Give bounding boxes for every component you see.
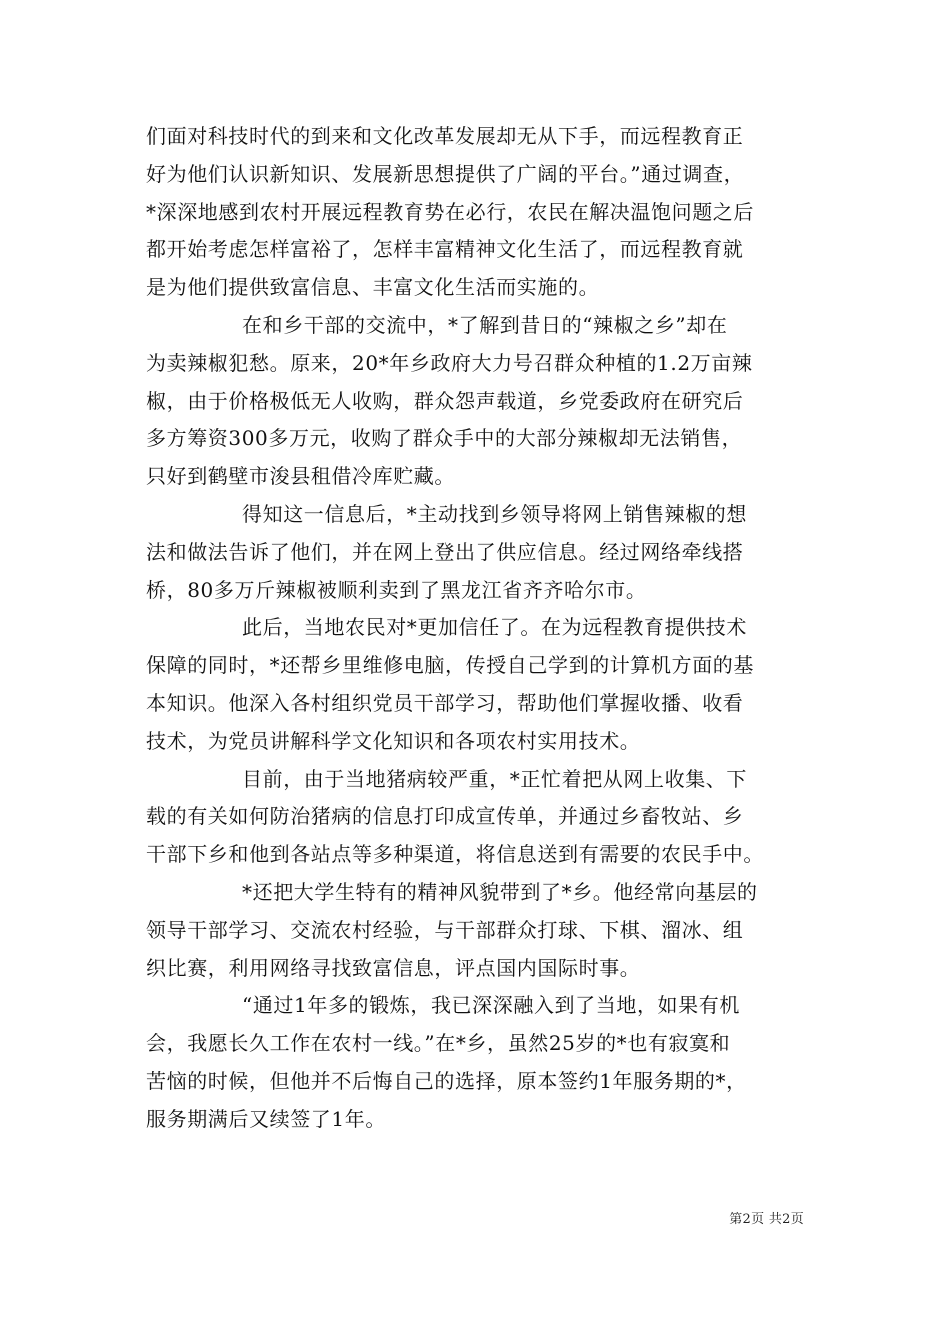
text-line: 本知识。他深入各村组织党员干部学习，帮助他们掌握收播、收看 [146,690,744,715]
paragraph [146,496,806,609]
text-line: 保障的同时，*还帮乡里维修电脑，传授自己学到的计算机方面的基 [146,653,754,678]
text-line: 苦恼的时候，但他并不后悔自己的选择，原本签约1年服务期的*， [146,1068,747,1093]
text-line: 桥，80多万斤辣椒被顺利卖到了黑龙江省齐齐哈尔市。 [146,577,647,602]
text-line: 只好到鹤壁市浚县租借冷库贮藏。 [146,464,455,489]
text-line: 织比赛，利用网络寻找致富信息，评点国内国际时事。 [146,955,641,980]
text-line: 在和乡干部的交流中，*了解到昔日的“辣椒之乡”却在 [242,312,728,337]
text-line: 都开始考虑怎样富裕了，怎样丰富精神文化生活了，而远程教育就 [146,237,744,262]
paragraph [146,987,806,1138]
text-line: 技术，为党员讲解科学文化知识和各项农村实用技术。 [146,728,641,753]
text-line: 得知这一信息后，*主动找到乡领导将网上销售辣椒的想 [242,501,747,526]
text-line: 好为他们认识新知识、发展新思想提供了广阔的平台。”通过调查， [146,161,745,186]
text-line: 领导干部学习、交流农村经验，与干部群众打球、下棋、溜冰、组 [146,917,744,942]
body-text [146,118,806,1139]
paragraph [146,761,806,874]
text-line: 椒，由于价格极低无人收购，群众怨声载道，乡党委政府在研究后 [146,388,744,413]
paragraph [146,118,806,307]
page-number: 第2页 共2页 [729,1212,804,1227]
text-line: “通过1年多的锻炼，我已深深融入到了当地，如果有机 [242,993,740,1018]
text-line: 目前，由于当地猪病较严重，*正忙着把从网上收集、下 [242,766,747,791]
text-line: 是为他们提供致富信息、丰富文化生活而实施的。 [146,275,600,300]
text-line: 法和做法告诉了他们，并在网上登出了供应信息。经过网络牵线搭 [146,539,744,564]
text-line: *深深地感到农村开展远程教育势在必行，农民在解决温饱问题之后 [146,199,754,224]
text-line: 会，我愿长久工作在农村一线。”在*乡，虽然25岁的*也有寂寞和 [146,1031,731,1056]
text-line: 此后，当地农民对*更加信任了。在为远程教育提供技术 [242,615,747,640]
paragraph [146,307,806,496]
text-line: 干部下乡和他到各站点等多种渠道，将信息送到有需要的农民手中。 [146,842,764,867]
text-line: *还把大学生特有的精神风貌带到了*乡。他经常向基层的 [242,879,758,904]
text-line: 为卖辣椒犯愁。原来，20*年乡政府大力号召群众种植的1.2万亩辣 [146,350,753,375]
text-line: 多方筹资300多万元，收购了群众手中的大部分辣椒却无法销售， [146,426,743,451]
paragraph [146,609,806,760]
paragraph [146,874,806,987]
text-line: 们面对科技时代的到来和文化改革发展却无从下手，而远程教育正 [146,124,744,148]
text-line: 服务期满后又续签了1年。 [146,1106,386,1131]
text-line: 载的有关如何防治猪病的信息打印成宣传单，并通过乡畜牧站、乡 [146,804,744,829]
